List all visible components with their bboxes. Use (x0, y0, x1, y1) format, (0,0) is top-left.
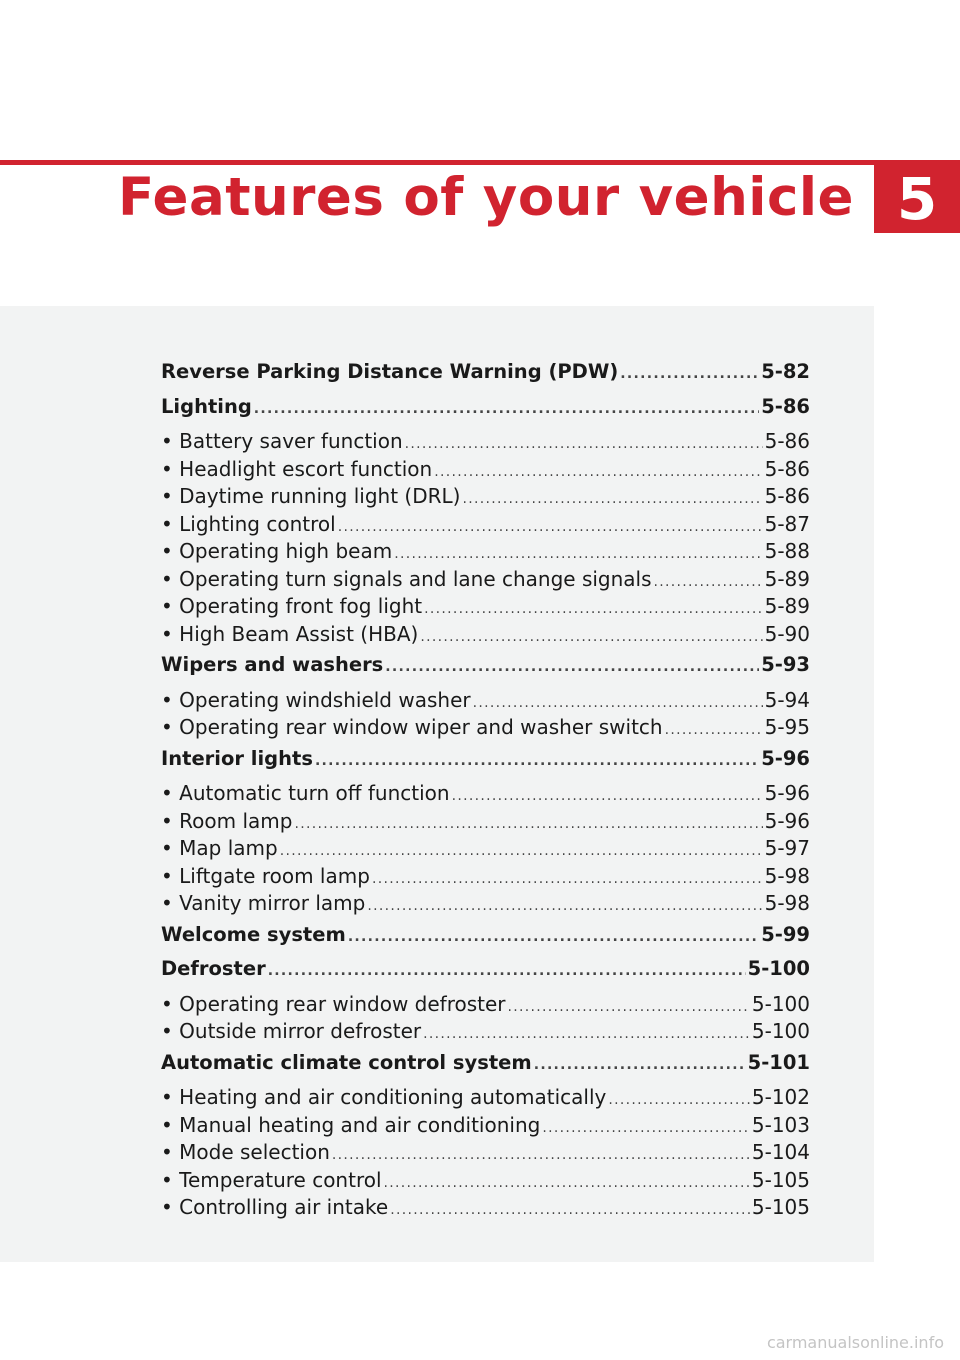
toc-subsection-entry[interactable] (161, 714, 810, 742)
toc-section-entry[interactable] (161, 390, 810, 425)
toc-section-entry[interactable] (161, 742, 810, 777)
toc-entry-page: 5-103 (751, 1112, 810, 1137)
dot-leader (394, 541, 762, 566)
toc-subsection-entry[interactable] (161, 991, 810, 1019)
toc-entry-page: 5-96 (761, 746, 810, 770)
toc-entry-label: • Manual heating and air conditioning (161, 1112, 541, 1137)
toc-entry-page: 5-86 (764, 484, 810, 508)
toc-section-entry[interactable] (161, 1046, 810, 1081)
toc-subsection-entry[interactable] (161, 1139, 810, 1167)
toc-subsection-entry[interactable] (161, 621, 810, 649)
toc-entry-label: • Daytime running light (DRL) (161, 484, 461, 508)
toc-subsection-entry[interactable] (161, 835, 810, 863)
toc-subsection-entry[interactable] (161, 890, 810, 918)
dot-leader (620, 357, 759, 390)
toc-entry-page: 5-99 (761, 922, 810, 946)
toc-entry-page: 5-98 (764, 891, 810, 915)
toc-entry-label: • Liftgate room lamp (161, 863, 370, 888)
toc-entry-page: 5-89 (764, 566, 810, 591)
dot-leader (508, 994, 750, 1019)
toc-section-entry[interactable] (161, 952, 810, 987)
toc-entry-label: • High Beam Assist (HBA) (161, 621, 419, 646)
toc-entry-label: • Operating front fog light (161, 594, 423, 618)
toc-entry-label: Defroster (161, 957, 266, 980)
toc-entry-page: 5-87 (764, 511, 810, 536)
header-rule (0, 160, 960, 165)
toc-entry-page: 5-102 (751, 1085, 810, 1109)
toc-subsection-entry[interactable] (161, 483, 810, 511)
dot-leader (434, 459, 762, 484)
toc-entry-page: 5-95 (764, 715, 810, 739)
toc-entry-label: • Mode selection (161, 1140, 330, 1164)
toc-subsection-entry[interactable] (161, 1018, 810, 1046)
toc-entry-page: 5-98 (764, 863, 810, 888)
dot-leader (420, 624, 762, 649)
toc-entry-label: Lighting (161, 394, 252, 418)
toc-section-entry[interactable] (161, 648, 810, 683)
toc-entry-label: • Operating windshield washer (161, 687, 471, 712)
dot-leader (462, 486, 762, 511)
toc-entry-page: 5-86 (761, 394, 810, 418)
toc-subsection-entry[interactable] (161, 1194, 810, 1222)
toc-entry-label: • Room lamp (161, 808, 293, 833)
toc-section-entry[interactable] (161, 918, 810, 953)
toc-entry-page: 5-100 (751, 1019, 810, 1043)
toc-entry-label: Reverse Parking Distance Warning (PDW) (161, 360, 619, 383)
toc-entry-page: 5-96 (764, 808, 810, 833)
toc-subsection-entry[interactable] (161, 780, 810, 808)
toc-subsection-entry[interactable] (161, 1084, 810, 1112)
dot-leader (542, 1115, 750, 1140)
toc-entry-label: • Lighting control (161, 511, 336, 536)
toc-entry-page: 5-104 (751, 1140, 810, 1164)
chapter-title: Features of your vehicle (117, 167, 854, 228)
toc-entry-label: • Operating high beam (161, 539, 393, 563)
toc-subsection-entry[interactable] (161, 1167, 810, 1195)
dot-leader (367, 893, 762, 918)
toc-entry-page: 5-90 (764, 621, 810, 646)
toc-entry-page: 5-101 (747, 1050, 810, 1074)
toc-entry-label: • Operating turn signals and lane change signals (161, 566, 652, 591)
toc-entry-label: • Controlling air intake (161, 1195, 389, 1219)
toc-subsection-entry[interactable] (161, 593, 810, 621)
toc-entry-page: 5-89 (764, 594, 810, 618)
toc-entry-page: 5-105 (751, 1167, 810, 1192)
toc-entry-label: Automatic climate control system (161, 1050, 532, 1074)
dot-leader (280, 838, 763, 863)
dot-leader (665, 717, 763, 742)
toc-subsection-entry[interactable] (161, 863, 810, 891)
toc-entry-page: 5-105 (751, 1195, 810, 1219)
dot-leader (473, 690, 763, 715)
dot-leader (315, 744, 759, 777)
toc-entry-label: Wipers and washers (161, 653, 384, 676)
toc-entry-page: 5-96 (764, 781, 810, 805)
dot-leader (534, 1048, 746, 1081)
dot-leader (384, 1170, 750, 1195)
toc-subsection-entry[interactable] (161, 456, 810, 484)
toc-subsection-entry[interactable] (161, 687, 810, 715)
dot-leader (294, 811, 762, 836)
toc-section-entry[interactable] (161, 355, 810, 390)
dot-leader (452, 783, 763, 808)
dot-leader (254, 392, 759, 425)
toc-subsection-entry[interactable] (161, 1112, 810, 1140)
dot-leader (372, 866, 763, 891)
toc-entry-label: • Operating rear window wiper and washer switch (161, 715, 663, 739)
toc-entry-page: 5-86 (764, 429, 810, 453)
toc-entry-label: • Vanity mirror lamp (161, 891, 366, 915)
table-of-contents (161, 355, 810, 1222)
dot-leader (338, 514, 763, 539)
toc-entry-label: • Operating rear window defroster (161, 991, 506, 1016)
dot-leader (385, 650, 759, 683)
dot-leader (608, 1087, 750, 1112)
dot-leader (424, 596, 763, 621)
toc-entry-label: • Automatic turn off function (161, 781, 450, 805)
dot-leader (348, 920, 759, 953)
dot-leader (268, 954, 746, 987)
dot-leader (423, 1021, 750, 1046)
dot-leader (332, 1142, 750, 1167)
toc-entry-label: • Heating and air conditioning automatically (161, 1085, 607, 1109)
toc-entry-page: 5-97 (764, 836, 810, 860)
toc-entry-label: • Headlight escort function (161, 456, 433, 481)
toc-entry-label: Welcome system (161, 922, 346, 946)
toc-entry-page: 5-100 (751, 991, 810, 1016)
toc-entry-page: 5-100 (747, 957, 810, 980)
chapter-number-tab: 5 (874, 165, 960, 233)
dot-leader (390, 1197, 750, 1222)
toc-subsection-entry[interactable] (161, 538, 810, 566)
toc-subsection-entry[interactable] (161, 511, 810, 539)
toc-entry-label: • Temperature control (161, 1167, 382, 1192)
toc-entry-page: 5-94 (764, 687, 810, 712)
dot-leader (654, 569, 763, 594)
toc-subsection-entry[interactable] (161, 808, 810, 836)
dot-leader (405, 431, 763, 456)
toc-entry-label: • Battery saver function (161, 429, 403, 453)
toc-entry-label: Interior lights (161, 746, 313, 770)
toc-subsection-entry[interactable] (161, 428, 810, 456)
toc-subsection-entry[interactable] (161, 566, 810, 594)
toc-entry-page: 5-88 (764, 539, 810, 563)
toc-entry-label: • Map lamp (161, 836, 278, 860)
watermark: carmanualsonline.info (766, 1333, 944, 1352)
toc-entry-page: 5-93 (761, 653, 810, 676)
toc-entry-page: 5-86 (764, 456, 810, 481)
toc-entry-label: • Outside mirror defroster (161, 1019, 422, 1043)
toc-entry-page: 5-82 (761, 360, 810, 383)
